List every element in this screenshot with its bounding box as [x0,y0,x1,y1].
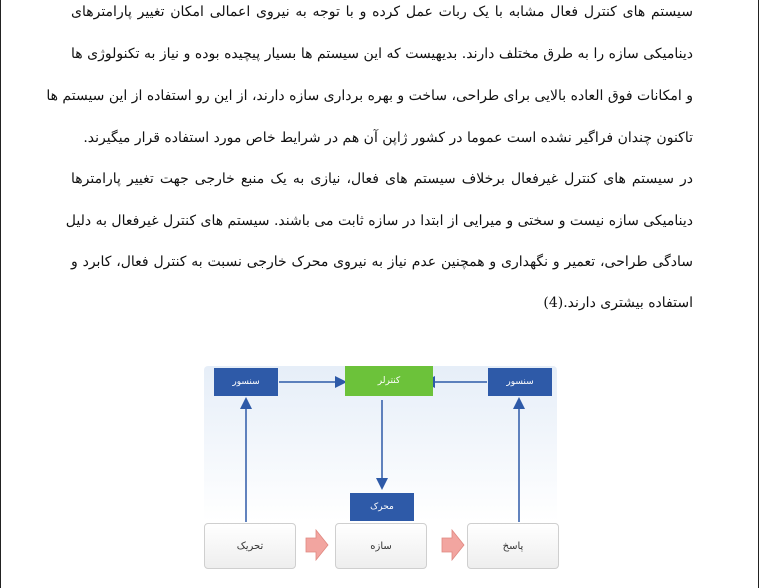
flow-arrow-1 [306,530,328,560]
actuator-box: محرک [350,493,414,521]
paragraph-line-4: تاکنون چندان فراگیر نشده است عموما در کشور ژاپن آن هم در شرایط خاص مورد استفاده قرار میگیرند. [83,130,693,146]
excitation-box: تحریک [204,523,296,569]
paragraph-line-6: دینامیکی سازه نیست و سختی و میرایی از ابتدا در سازه ثابت می باشند. سیستم های کنترل غیرفعال به دلیل [65,213,693,229]
paragraph-line-7: سادگی طراحی، تعمیر و نگهداری و همچنین عدم نیاز به نیروی محرک خارجی نسبت به کنترل فعال، کابرد و [71,254,693,270]
sensor-right-box: سنسور [488,368,552,396]
paragraph-line-1: سیستم های کنترل فعال مشابه با یک ربات عمل کرده و با توجه به نیروی اعمالی امکان تغییر پارامترهای [71,4,693,20]
structure-box: سازه [335,523,427,569]
controller-box: کنترلر [345,366,433,396]
control-system-diagram [204,360,559,588]
paragraph-line-8: استفاده بیشتری دارند.(4) [543,295,693,311]
flow-arrow-2 [442,530,464,560]
sensor-left-box: سنسور [214,368,278,396]
paragraph-line-2: دینامیکی سازه را به طرق مختلف دارند. بدیهیست که این سیستم ها بسیار پیچیده بوده و نیاز به تکنولوژی ها [71,46,693,62]
paragraph-line-5: در سیستم های کنترل غیرفعال برخلاف سیستم های فعال، نیازی به یک منبع خارجی جهت تغییر پارامترها [71,171,693,187]
paragraph-line-3: و امکانات فوق العاده بالایی برای طراحی، ساخت و بهره برداری سازه دارند، از این رو استفاده از این سیستم ها [46,88,693,104]
response-box: پاسخ [467,523,559,569]
